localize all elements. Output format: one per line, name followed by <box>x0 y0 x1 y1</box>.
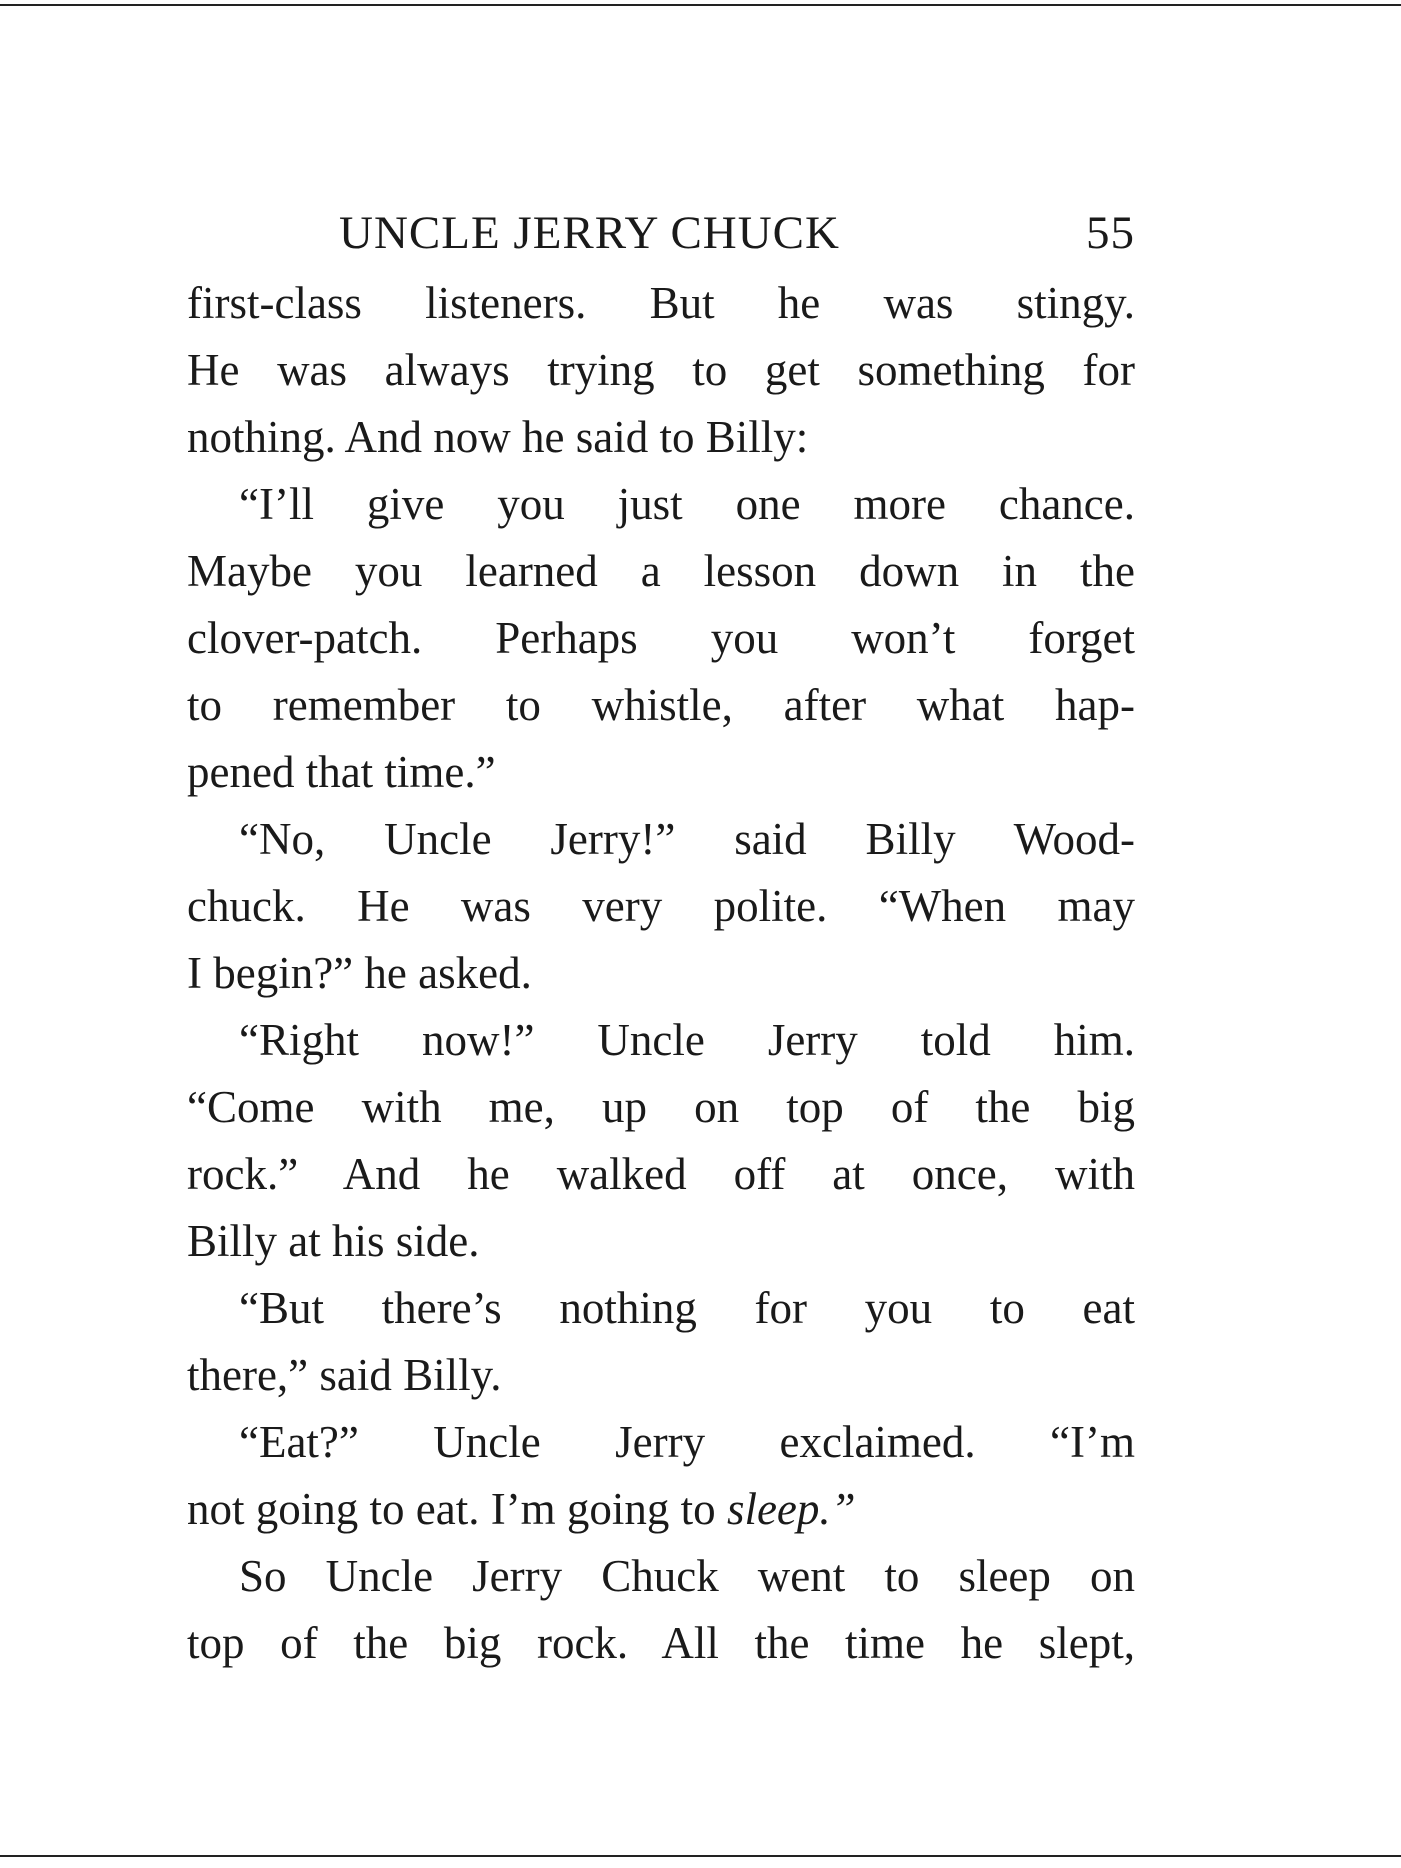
text-line: Maybe you learned a lesson down in the <box>187 546 1135 596</box>
text-line: “Eat?” Uncle Jerry exclaimed. “I’m <box>239 1417 1135 1467</box>
text-line: clover-patch. Perhaps you won’t forget <box>187 613 1135 663</box>
bottom-page-edge-rule <box>0 1855 1401 1857</box>
body-text <box>187 270 1135 1677</box>
text-line: first-class listeners. But he was stingy. <box>187 278 1135 328</box>
paragraph <box>187 471 1135 806</box>
text-line: top of the big rock. All the time he slept, <box>187 1618 1135 1668</box>
paragraph <box>187 1409 1135 1543</box>
text-line: nothing. And now he said to Billy: <box>187 412 809 462</box>
text-line: “Come with me, up on top of the big <box>187 1082 1135 1132</box>
text-line <box>187 1476 1135 1543</box>
text-fragment: not going to eat. I’m going to <box>187 1484 727 1534</box>
text-line: “I’ll give you just one more chance. <box>239 479 1135 529</box>
text-line: chuck. He was very polite. “When may <box>187 881 1135 931</box>
paragraph <box>187 1543 1135 1677</box>
text-line: there,” said Billy. <box>187 1350 502 1400</box>
text-line: He was always trying to get something for <box>187 345 1135 395</box>
text-line: rock.” And he walked off at once, with <box>187 1149 1135 1199</box>
paragraph <box>187 806 1135 1007</box>
book-page <box>187 196 1135 1677</box>
page-number: 55 <box>1086 207 1135 259</box>
top-page-edge-rule <box>0 4 1401 6</box>
text-line: pened that time.” <box>187 747 496 797</box>
text-line: “No, Uncle Jerry!” said Billy Wood- <box>239 814 1135 864</box>
text-line: Billy at his side. <box>187 1216 480 1266</box>
running-title: UNCLE JERRY CHUCK <box>339 207 840 259</box>
text-line: to remember to whistle, after what hap- <box>187 680 1135 730</box>
paragraph <box>187 1275 1135 1409</box>
text-line: “Right now!” Uncle Jerry told him. <box>239 1015 1135 1065</box>
paragraph <box>187 1007 1135 1275</box>
text-line: So Uncle Jerry Chuck went to sleep on <box>239 1551 1135 1601</box>
paragraph <box>187 270 1135 471</box>
text-line: I begin?” he asked. <box>187 948 532 998</box>
italic-word: sleep.” <box>726 1484 856 1534</box>
text-line: “But there’s nothing for you to eat <box>239 1283 1135 1333</box>
running-head <box>187 196 1135 270</box>
